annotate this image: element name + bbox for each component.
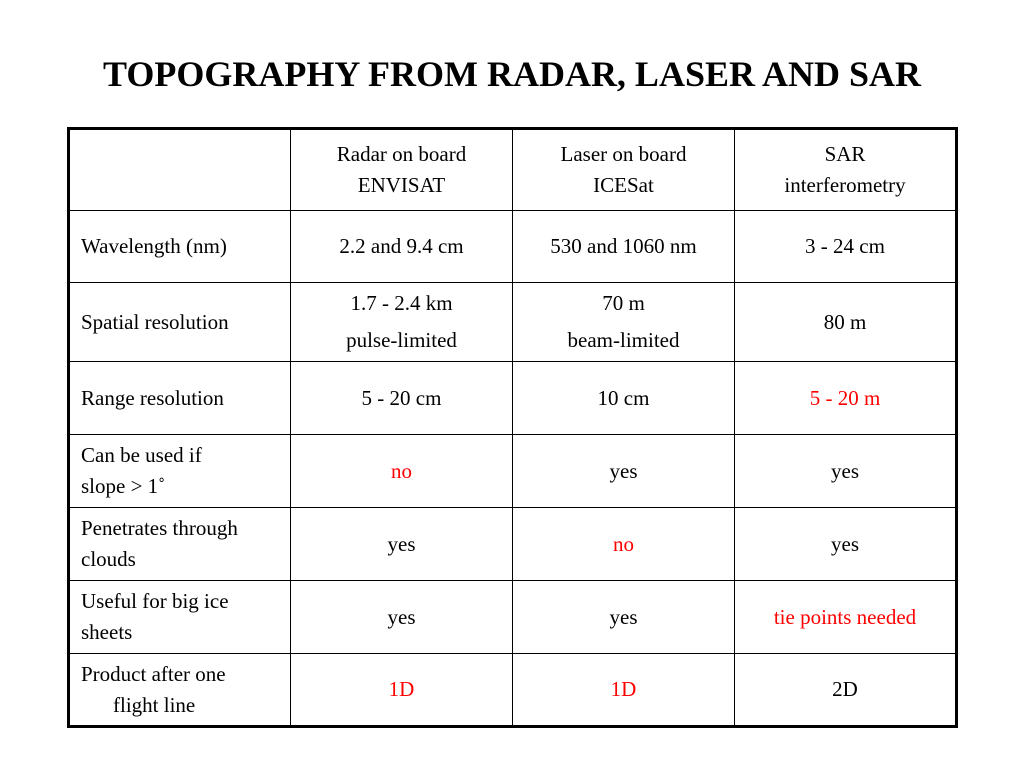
cell-value: 70 m — [602, 291, 645, 315]
row-label-line: flight line — [113, 692, 196, 717]
cell-value: no — [391, 458, 412, 483]
comparison-table — [67, 127, 958, 728]
cell-laser — [513, 508, 735, 581]
cell-value: 1D — [610, 677, 637, 701]
header-radar-envisat — [291, 129, 513, 211]
row-label — [69, 435, 291, 508]
cell-value: yes — [609, 458, 638, 483]
cell-laser — [513, 654, 735, 727]
cell-value: yes — [387, 531, 416, 556]
cell-value: yes — [609, 604, 638, 629]
cell-radar — [291, 283, 513, 362]
row-label-line: Range resolution — [81, 385, 224, 410]
cell-radar — [291, 654, 513, 727]
row-label — [69, 654, 291, 727]
cell-sar — [735, 362, 957, 435]
cell-value-note: beam-limited — [567, 328, 680, 352]
cell-value: yes — [831, 531, 859, 556]
table-row-wavelength — [69, 211, 957, 283]
row-label-line: Wavelength (nm) — [81, 234, 227, 258]
cell-sar — [735, 435, 957, 508]
row-label-line: sheets — [81, 620, 133, 644]
row-label — [69, 283, 291, 362]
cell-laser — [513, 211, 735, 283]
row-label — [69, 211, 291, 283]
cell-sar — [735, 211, 957, 283]
slide-title: TOPOGRAPHY FROM RADAR, LASER AND SAR — [102, 54, 922, 94]
row-label-line: Spatial resolution — [81, 309, 229, 334]
header-line: Laser on board — [560, 142, 687, 166]
cell-value-note: pulse-limited — [346, 328, 457, 352]
header-line: Radar on board — [336, 142, 467, 166]
table-row-clouds — [69, 508, 957, 581]
table-row-spatial-resolution — [69, 283, 957, 362]
row-label — [69, 508, 291, 581]
cell-value: 2.2 and 9.4 cm — [339, 234, 464, 258]
row-label-line: Useful for big ice — [81, 589, 229, 613]
header-line: ICESat — [593, 173, 654, 197]
cell-radar — [291, 508, 513, 581]
cell-value: tie points needed — [773, 604, 917, 629]
cell-sar — [735, 283, 957, 362]
row-label-line: slope > 1˚ — [81, 474, 166, 498]
table-row-product — [69, 654, 957, 727]
cell-radar — [291, 435, 513, 508]
table-row-ice-sheets — [69, 581, 957, 654]
cell-value: yes — [387, 604, 416, 629]
header-line: SAR — [824, 142, 866, 166]
cell-radar — [291, 581, 513, 654]
cell-value: 5 - 20 m — [809, 385, 881, 410]
header-sar-interferometry — [735, 129, 957, 211]
table-row-range-resolution — [69, 362, 957, 435]
cell-sar — [735, 654, 957, 727]
header-line: interferometry — [784, 173, 906, 197]
header-laser-icesat — [513, 129, 735, 211]
cell-value: 10 cm — [597, 385, 650, 410]
cell-radar — [291, 362, 513, 435]
cell-value: 530 and 1060 nm — [550, 234, 697, 258]
cell-laser — [513, 362, 735, 435]
row-label-line: Can be used if — [81, 443, 202, 467]
cell-value: 5 - 20 cm — [361, 385, 442, 410]
cell-value: 3 - 24 cm — [805, 234, 885, 258]
cell-laser — [513, 435, 735, 508]
cell-value: 2D — [832, 677, 858, 701]
cell-sar — [735, 508, 957, 581]
row-label-line: Penetrates through — [81, 516, 238, 540]
row-label-line: clouds — [81, 547, 136, 571]
cell-value: yes — [831, 458, 859, 483]
row-label — [69, 362, 291, 435]
cell-value: no — [613, 531, 634, 556]
cell-value: 1D — [388, 677, 415, 701]
cell-value: 1.7 - 2.4 km — [350, 291, 453, 315]
cell-radar — [291, 211, 513, 283]
row-label — [69, 581, 291, 654]
cell-laser — [513, 283, 735, 362]
row-label-line: Product after one — [81, 661, 226, 686]
cell-laser — [513, 581, 735, 654]
header-corner-cell — [69, 129, 291, 211]
table-header-row — [69, 129, 957, 211]
table-row-slope — [69, 435, 957, 508]
header-line: ENVISAT — [357, 173, 446, 197]
cell-value: 80 m — [823, 309, 867, 334]
cell-sar — [735, 581, 957, 654]
